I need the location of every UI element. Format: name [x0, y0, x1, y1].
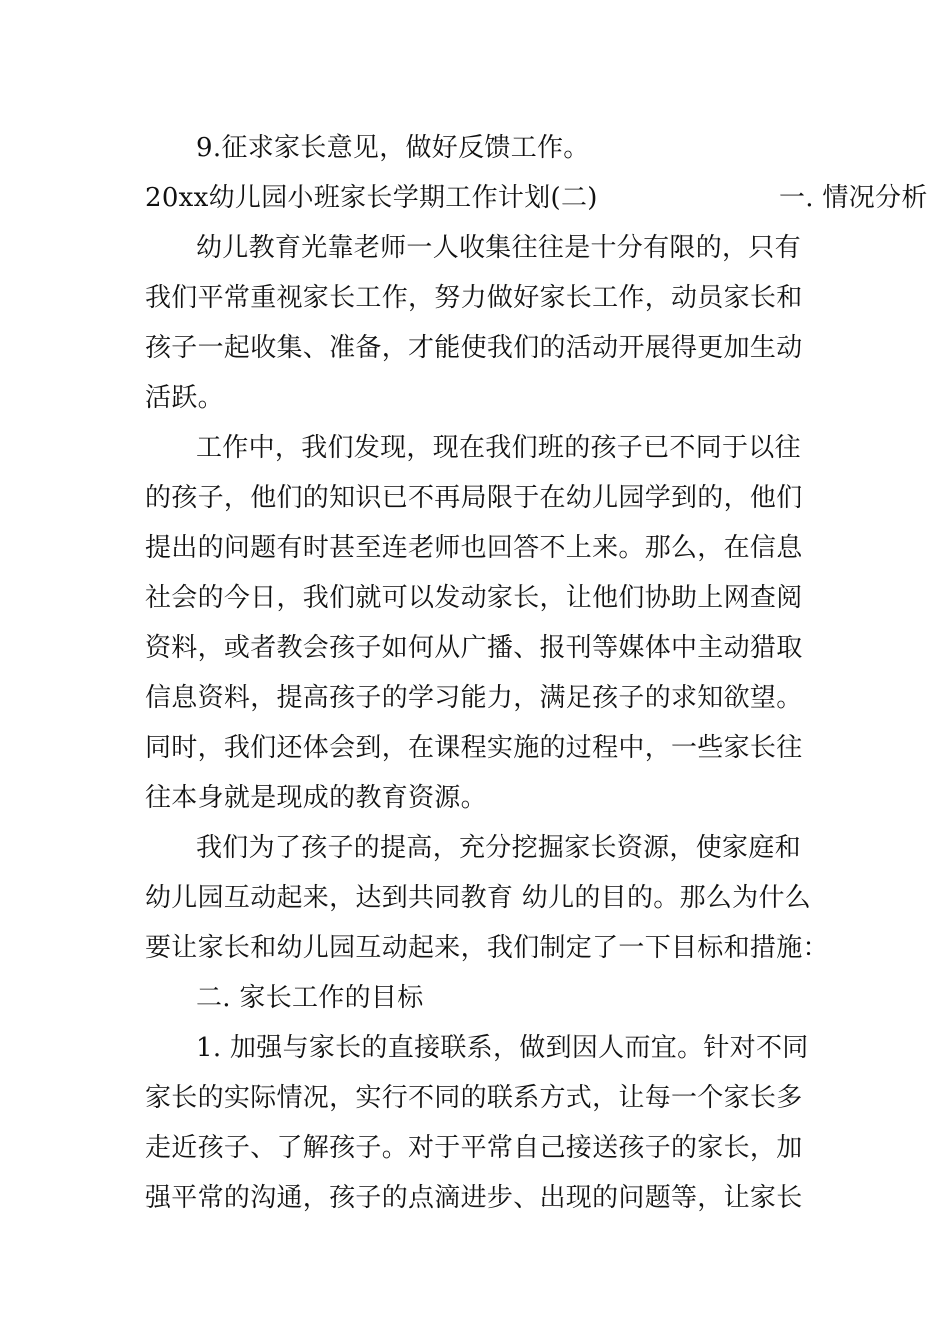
list-item-1-line: 强平常的沟通，孩子的点滴进步、出现的问题等，让家长	[145, 1183, 803, 1213]
paragraph-line: 要让家长和幼儿园互动起来，我们制定了一下目标和措施：	[145, 933, 829, 963]
paragraph-line: 孩子一起收集、准备，才能使我们的活动开展得更加生动	[145, 333, 803, 363]
paragraph-line: 我们为了孩子的提高，充分挖掘家长资源，使家庭和	[196, 833, 801, 863]
section-heading-situation-analysis: 一. 情况分析	[779, 183, 928, 213]
paragraph-line: 信息资料，提高孩子的学习能力，满足孩子的求知欲望。	[145, 683, 803, 713]
paragraph-line: 提出的问题有时甚至连老师也回答不上来。那么，在信息	[145, 533, 803, 563]
paragraph-line: 资料，或者教会孩子如何从广播、报刊等媒体中主动猎取	[145, 633, 803, 663]
list-item-9: 9.征求家长意见，做好反馈工作。	[196, 133, 590, 163]
paragraph-line: 往本身就是现成的教育资源。	[145, 783, 487, 813]
list-item-1-line: 家长的实际情况，实行不同的联系方式，让每一个家长多	[145, 1083, 803, 1113]
paragraph-line: 工作中，我们发现，现在我们班的孩子已不同于以往	[196, 433, 801, 463]
paragraph-line: 活跃。	[145, 383, 224, 413]
section-heading-parent-work-goals: 二. 家长工作的目标	[196, 983, 424, 1013]
list-item-1-line: 走近孩子、了解孩子。对于平常自己接送孩子的家长，加	[145, 1133, 803, 1163]
paragraph-line: 社会的今日，我们就可以发动家长，让他们协助上网查阅	[145, 583, 803, 613]
document-title-line	[145, 181, 928, 215]
paragraph-line: 幼儿教育光靠老师一人收集往往是十分有限的，只有	[196, 233, 801, 263]
paragraph-line: 幼儿园互动起来，达到共同教育 幼儿的目的。那么为什么	[145, 883, 812, 913]
document-title: 20xx幼儿园小班家长学期工作计划(二)	[145, 183, 598, 213]
paragraph-line: 的孩子，他们的知识已不再局限于在幼儿园学到的，他们	[145, 483, 803, 513]
list-item-1-line: 1. 加强与家长的直接联系，做到因人而宜。针对不同	[196, 1033, 809, 1063]
paragraph-line: 同时，我们还体会到，在课程实施的过程中，一些家长往	[145, 733, 803, 763]
paragraph-line: 我们平常重视家长工作，努力做好家长工作，动员家长和	[145, 283, 803, 313]
